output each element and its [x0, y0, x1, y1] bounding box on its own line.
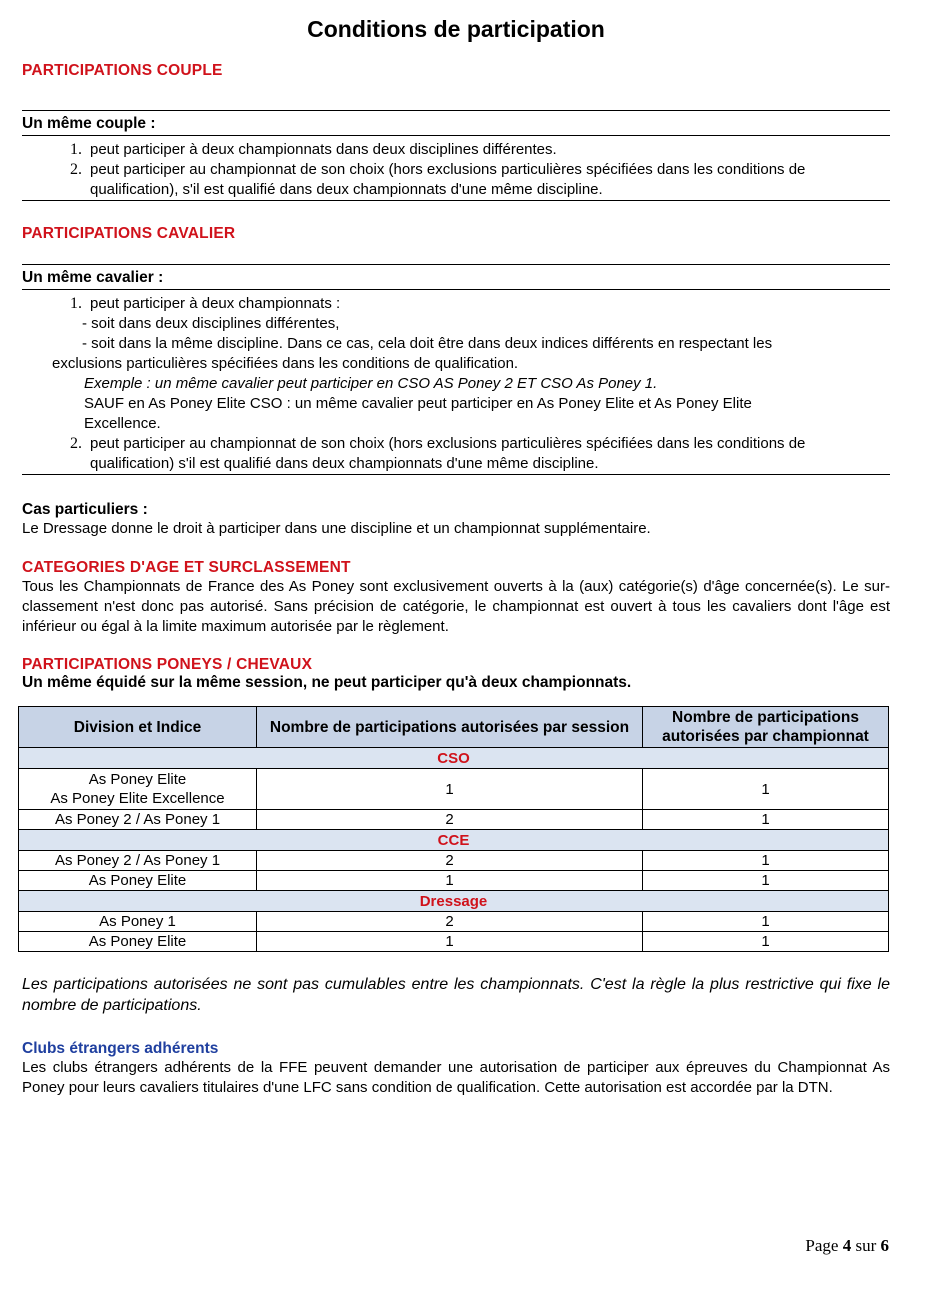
table-header-cell: Division et Indice — [19, 707, 257, 748]
session-cell: 2 — [257, 851, 643, 871]
section-heading-cavalier: PARTICIPATIONS CAVALIER — [22, 225, 236, 242]
section-heading-poneys: PARTICIPATIONS PONEYS / CHEVAUX — [22, 656, 313, 673]
list-text: peut participer à deux championnats dans deux disciplines différentes. — [90, 141, 557, 158]
participation-table — [18, 706, 889, 952]
exception-text: SAUF en As Poney Elite CSO : un même cavalier peut participer en As Poney Elite et As Poney Elite Excellence. — [84, 395, 752, 432]
clubs-text: Les clubs étrangers adhérents de la FFE peuvent demander une autorisation de participer aux épreuves du Championnat As Poney pour leurs cavaliers titulaires d'une LFC sans condition de qualification. Cette autorisation est accordée par la DTN. — [22, 1059, 890, 1096]
document-page — [22, 0, 890, 1098]
cumul-note: Les participations autorisées ne sont pas cumulables entre les championnats. C'est la règle la plus restrictive qui fixe le nombre de participations. — [22, 976, 890, 1014]
session-cell: 1 — [257, 871, 643, 891]
page-total: 6 — [880, 1236, 889, 1255]
page-title: Conditions de participation — [307, 16, 605, 42]
list-number: 2. — [70, 435, 82, 452]
cavalier-list — [22, 290, 890, 475]
session-cell: 1 — [257, 932, 643, 952]
page-number: 4 — [842, 1236, 852, 1255]
division-cell: As Poney 1 — [19, 912, 257, 932]
table-row — [19, 912, 889, 932]
session-cell: 2 — [257, 810, 643, 830]
table-row — [19, 769, 889, 810]
championnat-cell: 1 — [643, 769, 889, 810]
list-number: 1. — [70, 141, 82, 158]
list-item — [22, 160, 890, 200]
division-cell: As Poney Elite — [19, 871, 257, 891]
section-label: CSO — [19, 748, 889, 769]
list-text: peut participer au championnat de son choix (hors exclusions particulières spécifiées dans les conditions de qualification) s'il est qualifié dans deux championnats d'une même discipline. — [90, 435, 806, 472]
list-subitem: - soit dans la même discipline. Dans ce cas, cela doit être dans deux indices différents en respectant les — [82, 335, 773, 352]
cas-particuliers-heading: Cas particuliers : — [22, 501, 148, 518]
table-section-row-dressage — [19, 891, 889, 912]
section-heading-couple: PARTICIPATIONS COUPLE — [22, 62, 223, 79]
table-section-row-cce — [19, 830, 889, 851]
table-row — [19, 851, 889, 871]
list-number: 1. — [70, 295, 82, 312]
championnat-cell: 1 — [643, 932, 889, 952]
division-cell: As Poney 2 / As Poney 1 — [19, 810, 257, 830]
list-continuation: exclusions particulières spécifiées dans les conditions de qualification. — [52, 355, 519, 372]
list-item — [22, 434, 890, 474]
championnat-cell: 1 — [643, 912, 889, 932]
list-item — [22, 140, 890, 160]
page-word: Page — [805, 1236, 839, 1255]
list-number: 2. — [70, 161, 82, 178]
table-section-row-cso — [19, 748, 889, 769]
championnat-cell: 1 — [643, 810, 889, 830]
list-item — [22, 294, 890, 314]
session-cell: 1 — [257, 769, 643, 810]
division-cell: As Poney Elite — [19, 932, 257, 952]
table-row — [19, 932, 889, 952]
section-heading-clubs: Clubs étrangers adhérents — [22, 1040, 219, 1057]
cavalier-subheading: Un même cavalier : — [22, 264, 890, 290]
table-row — [19, 871, 889, 891]
championnat-cell: 1 — [643, 851, 889, 871]
division-cell: As Poney 2 / As Poney 1 — [19, 851, 257, 871]
page-footer — [805, 1236, 889, 1256]
session-cell: 2 — [257, 912, 643, 932]
cas-particuliers-text: Le Dressage donne le droit à participer dans une discipline et un championnat supplémentaire. — [22, 520, 651, 537]
table-row — [19, 810, 889, 830]
table-header-cell: Nombre de participations autorisées par championnat — [643, 707, 889, 748]
list-text: peut participer au championnat de son choix (hors exclusions particulières spécifiées dans les conditions de qualification), s'il est qualifié dans deux championnats d'une même discipline. — [90, 161, 806, 198]
division-cell — [19, 769, 257, 810]
couple-list — [22, 136, 890, 201]
section-heading-age: CATEGORIES D'AGE ET SURCLASSEMENT — [22, 559, 351, 576]
age-text: Tous les Championnats de France des As Poney sont exclusivement ouverts à la (aux) catégorie(s) d'âge concernée(s). Le sur-classement n'est donc pas autorisé. Sans précision de catégorie, le championnat est ouvert à tous les cavaliers dont l'âge est inférieur ou égal à la limite maximum autorisée par le règlement. — [22, 578, 890, 635]
list-subitem: - soit dans deux disciplines différentes, — [82, 315, 340, 332]
of-word: sur — [855, 1236, 877, 1255]
championnat-cell: 1 — [643, 871, 889, 891]
division-line: As Poney Elite — [88, 771, 187, 788]
division-line: As Poney Elite Excellence — [50, 790, 225, 807]
poneys-subheading: Un même équidé sur la même session, ne peut participer qu'à deux championnats. — [22, 674, 632, 691]
section-label: Dressage — [19, 891, 889, 912]
example-text: Exemple : un même cavalier peut participer en CSO AS Poney 2 ET CSO As Poney 1. — [84, 375, 658, 392]
section-label: CCE — [19, 830, 889, 851]
table-header-row — [19, 707, 889, 748]
couple-subheading: Un même couple : — [22, 110, 890, 136]
table-header-cell: Nombre de participations autorisées par session — [257, 707, 643, 748]
list-text: peut participer à deux championnats : — [90, 295, 341, 312]
